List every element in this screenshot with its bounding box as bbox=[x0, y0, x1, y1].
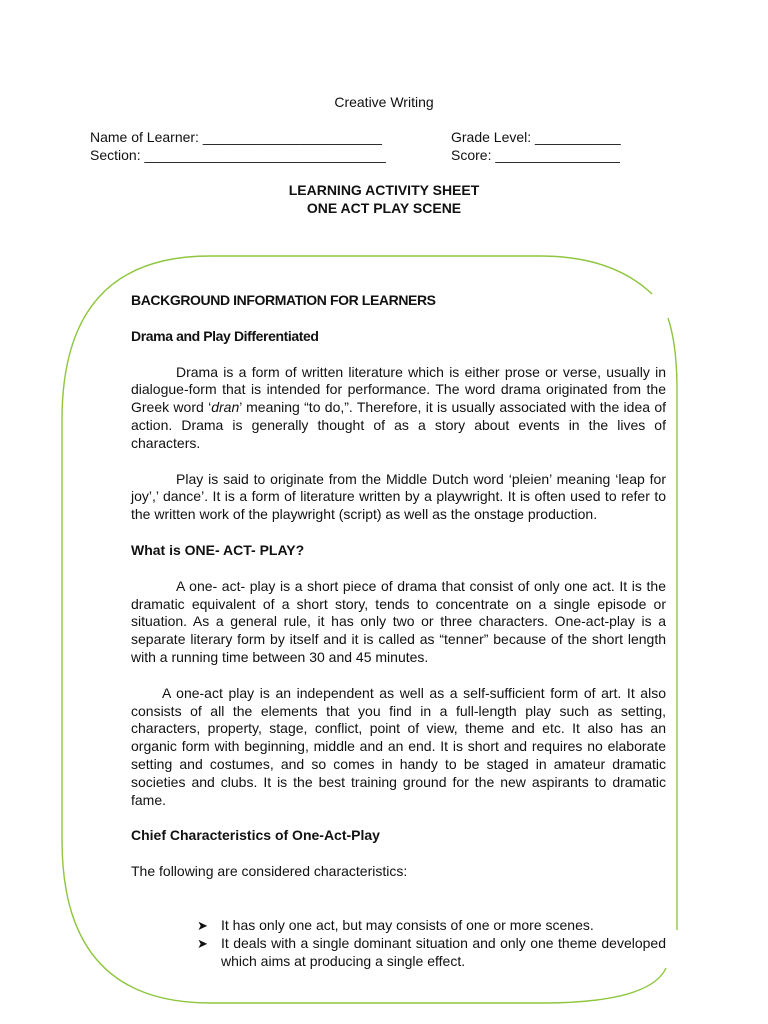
section-field: Section: _______________________________ bbox=[90, 147, 386, 163]
list-item-text: It has only one act, but may consists of one or more scenes. bbox=[221, 917, 594, 933]
list-item bbox=[197, 917, 666, 935]
characteristics-list bbox=[197, 917, 666, 970]
subject-title: Creative Writing bbox=[334, 94, 434, 110]
sheet-subtitle: ONE ACT PLAY SCENE bbox=[306, 200, 462, 216]
grade-level-field: Grade Level: ___________ bbox=[451, 129, 621, 145]
list-item-text: It deals with a single dominant situation and only one theme developed which aims at producing a single effect. bbox=[221, 934, 666, 969]
score-field: Score: ________________ bbox=[451, 147, 620, 163]
sheet-title: LEARNING ACTIVITY SHEET bbox=[288, 182, 480, 198]
heading-what-is-one-act-play: What is ONE- ACT- PLAY? bbox=[131, 541, 305, 558]
list-item bbox=[197, 935, 666, 971]
characteristics-intro: The following are considered characteristics: bbox=[131, 863, 408, 880]
drama-text-italic: dran bbox=[211, 399, 240, 416]
drama-text-start: Drama is a form of written literature which is either prose or verse, usually in dialogue-form that is intended for performance. The word drama originated from the Greek word ‘ bbox=[131, 363, 666, 416]
drama-text-end: ’ meaning “to do,”. Therefore, it is usually associated with the idea of action. Drama is generally thought of as a story about events in the lives of characters. bbox=[131, 399, 667, 451]
name-of-learner-field: Name of Learner: _______________________ bbox=[90, 129, 382, 145]
independent-form-paragraph: A one-act play is an independent as well as a self-sufficient form of art. It also consists of all the elements that you find in a full-length play such as setting, characters, property, stage, conflict, point of view, theme and etc. It also has an organic form with beginning, middle and an end. It is short and requires no elaborate setting and costumes, and so comes in handy to be staged in amateur dramatic societies and clubs. It is the best training ground for the new aspirants to dramatic fame. bbox=[131, 684, 666, 808]
drama-paragraph bbox=[131, 364, 666, 453]
heading-chief-characteristics: Chief Characteristics of One-Act-Play bbox=[131, 827, 380, 844]
arrowhead-bullet-icon: ➤ bbox=[197, 918, 208, 933]
arrowhead-bullet-icon: ➤ bbox=[197, 935, 208, 951]
heading-drama-and-play: Drama and Play Differentiated bbox=[131, 327, 319, 344]
frame-border-right bbox=[668, 318, 677, 930]
one-act-paragraph: A one- act- play is a short piece of drama that consist of only one act. It is the dramatic equivalent of a short story, tends to concentrate on a single episode or situation. As a general rule, it has only two or three characters. One-act-play is a separate literary form by itself and it is called as “tenner” because of the short length with a running time between 30 and 45 minutes. bbox=[131, 577, 666, 665]
heading-background-information: BACKGROUND INFORMATION FOR LEARNERS bbox=[131, 292, 436, 308]
play-paragraph: Play is said to originate from the Middle Dutch word ‘pleien’ meaning ‘leap for joy’,’ dance’. It is a form of literature written by a playwright. It is often used to refer to the written work of the playwright (script) as well as the onstage production. bbox=[131, 470, 666, 523]
